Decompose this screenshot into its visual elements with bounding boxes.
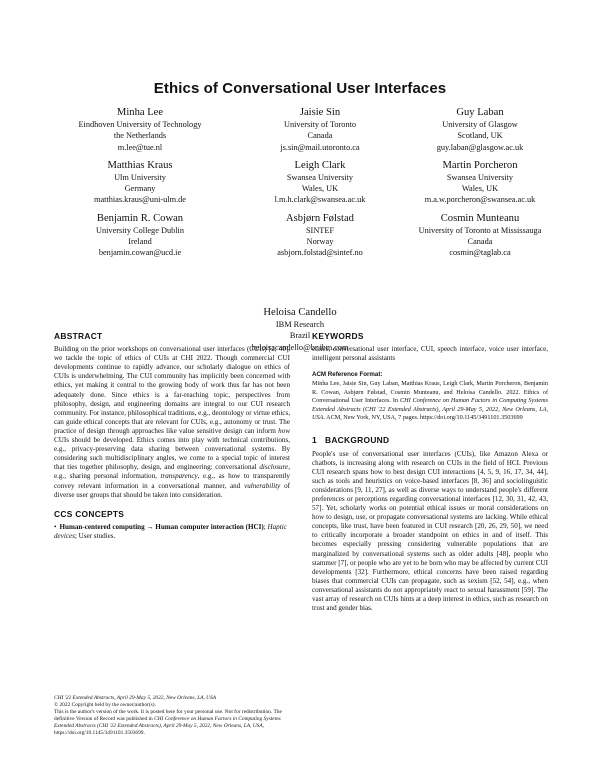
author-name: Asbjørn Følstad [286, 212, 354, 224]
author-country: the Netherlands [113, 131, 167, 141]
left-column [54, 332, 290, 541]
author-country: Wales, UK [461, 184, 499, 194]
author-affiliation: Swansea University [286, 172, 354, 182]
author-affiliation: SINTEF [305, 225, 335, 235]
footnote-copyright: © 2022 Copyright held by the owner/author(s). [54, 702, 156, 708]
author-grid [40, 106, 560, 259]
author-block [40, 159, 240, 206]
author-country: Wales, UK [301, 184, 339, 194]
ccs-heading: CCS CONCEPTS [54, 508, 125, 519]
author-name: Martin Porcheron [442, 159, 518, 171]
author-country: Germany [124, 184, 156, 194]
abstract-heading: ABSTRACT [54, 331, 103, 341]
author-name: Heloisa Candello [263, 307, 337, 318]
author-country: Brazil [289, 331, 311, 341]
keywords-heading: KEYWORDS [312, 331, 364, 341]
footnote-version: This is the author's version of the work. It is posted here for your personal use. Not for redistribution. The definitive Version of Record was published in CHI Conference on Human Factors in Computing Systems Extended Abstracts (CHI '22 Extended Abstracts), April 29-May 5, 2022, New Orleans, LA, USA, https://doi.org/10.1145/3491101.3503699. [54, 709, 282, 736]
author-name: Cosmin Munteanu [440, 212, 520, 224]
author-affiliation: University of Toronto at Mississauga [418, 225, 542, 235]
paper-title: Ethics of Conversational User Interfaces [153, 80, 447, 97]
author-email: benjamin.cowan@ucd.ie [98, 248, 182, 258]
background-heading [312, 436, 548, 445]
copyright-footnote [54, 695, 290, 737]
author-block [40, 212, 240, 259]
ccs-concepts: • Human-centered computing → Human computer interaction (HCI); Haptic devices; User studies. [54, 522, 287, 540]
background-text: People's use of conversational user interfaces (CUIs), like Amazon Alexa or chatbots, is increasing along with research on CUIs in the field of HCI. Previous CUI research spans how to best design CUI interactions [4, 5, 9, 16, 17, 34, 44], such as tools and heuristics on voice-based interfaces [8, 36] and sociolinguistic considerations [9, 11, 27], as well as diverse ways to understand people's different preferences or perceptions regarding conversational interfaces [12, 30, 31, 42, 43, 57]. Yet, scholarly works on potential ethical issues or moral considerations on how to design, use, or propagate conversational systems are lacking. While ethical concepts, like trust, have been featured in CUI research [20, 26, 29, 50], we need to critically incorporate a broader standpoint on ethics in and of itself. This becomes especially pressing considering vulnerable populations that are marginalized by conversational systems such as older adults [48], people who stammer [7], or people who are yet to be born who may be affected by current CUI developments [32]. Furthermore, ethical concerns have been raised regarding biases that commercial CUIs can propagate, such as sexism [52, 54], e.g., when conversational assistants do not appropriately react to sexual harassment [59]. The vast array of research on CUIs hints at a deep interest in ethics, such as research on trust and gender bias. [312, 449, 548, 613]
author-affiliation: Ulm University [114, 172, 166, 182]
author-block [240, 212, 400, 259]
author-block [400, 212, 560, 259]
author-email: guy.laban@glasgow.ac.uk [436, 142, 524, 152]
author-affiliation: IBM Research [275, 320, 325, 329]
author-email: l.m.h.clark@swansea.ac.uk [274, 195, 366, 205]
author-block [240, 106, 400, 153]
author-email: heloisacandello@br.ibm.com [251, 342, 349, 352]
author-affiliation: Swansea University [446, 172, 514, 182]
author-email: m.lee@tue.nl [117, 142, 163, 152]
author-country: Scotland, UK [457, 131, 503, 141]
author-country: Canada [307, 131, 333, 141]
author-email: asbjorn.folstad@sintef.no [277, 248, 363, 258]
author-email: cosmin@taglab.ca [449, 248, 511, 258]
author-name: Minha Lee [116, 107, 164, 118]
author-name: Leigh Clark [294, 159, 346, 171]
author-affiliation: University of Glasgow [442, 120, 518, 129]
author-name: Benjamin R. Cowan [96, 212, 184, 224]
section-title: BACKGROUND [324, 435, 390, 446]
footnote-venue: CHI '22 Extended Abstracts, April 29-May 5, 2022, New Orleans, LA, USA [54, 695, 217, 701]
author-country: Norway [306, 237, 334, 247]
author-name: Jaisie Sin [299, 107, 341, 118]
author-affiliation: Eindhoven University of Technology [78, 120, 202, 129]
author-block [240, 159, 400, 206]
acm-reference-heading: ACM Reference Format: [312, 371, 383, 379]
right-column [312, 332, 548, 613]
author-block [400, 159, 560, 206]
author-name: Matthias Kraus [107, 159, 173, 171]
author-affiliation: University College Dublin [95, 225, 185, 235]
author-email: js.sin@mail.utoronto.ca [280, 142, 360, 152]
author-country: Ireland [128, 237, 152, 247]
section-number: 1 [312, 435, 317, 446]
acm-reference-text: Minha Lee, Jaisie Sin, Guy Laban, Matthias Kraus, Leigh Clark, Martin Porcheron, Benjamin R. Cowan, Asbjørn Følstad, Cosmin Munteanu, and Heloisa Candello. 2022. Ethics of Conversational User Interfaces. In CHI Conference on Human Factors in Computing Systems Extended Abstracts (CHI '22 Extended Abstracts), April 29-May 5, 2022, New Orleans, LA, USA. ACM, New York, NY, USA, 7 pages. https://doi.org/10.1145/3491101.3503699 [312, 380, 548, 421]
author-email: m.a.w.porcheron@swansea.ac.uk [424, 195, 536, 205]
author-block [400, 106, 560, 153]
author-email: matthias.kraus@uni-ulm.de [94, 195, 186, 205]
keywords-text: ethics, conversational user interface, CUI, speech interface, voice user interface, intelligent personal assistants [312, 345, 548, 363]
abstract-text: Building on the prior workshops on conversational user interfaces (CUIs) [2, 40], we tackle the topic of ethics of CUIs at CHI 2022. Though commercial CUI developments continue to rapidly advance, our scholarly dialogue on ethics of CUIs is underwhelming. The CUI community has implicitly been concerned with ethics, yet making it central to the growing body of work thus far has not been adequately done. Since ethics is a far-reaching topic, perspectives from philosophy, design, and engineering domains are integral to our CUI research community. For instance, philosophical traditions, e.g., deontology or virtue ethics, can guide ethical concepts that are relevant for CUIs, e.g., autonomy or trust. The practice of design through approaches like value sensitive design can inform how CUIs should be developed. Ethics comes into play with technical contributions, e.g., privacy-preserving data sharing between conversational systems. By considering such multidisciplinary angles, we come to a special topic of interest that ties together philosophy, design, and engineering: conversational disclosure, e.g., sharing personal information, transparency, e.g., as how to transparently convey relevant information in a conversational manner, and vulnerability of diverse user groups that should be taken into consideration. [54, 345, 290, 499]
author-affiliation: University of Toronto [283, 120, 357, 129]
author-block [40, 106, 240, 153]
author-country: Canada [467, 237, 493, 247]
author-name: Guy Laban [456, 107, 504, 118]
